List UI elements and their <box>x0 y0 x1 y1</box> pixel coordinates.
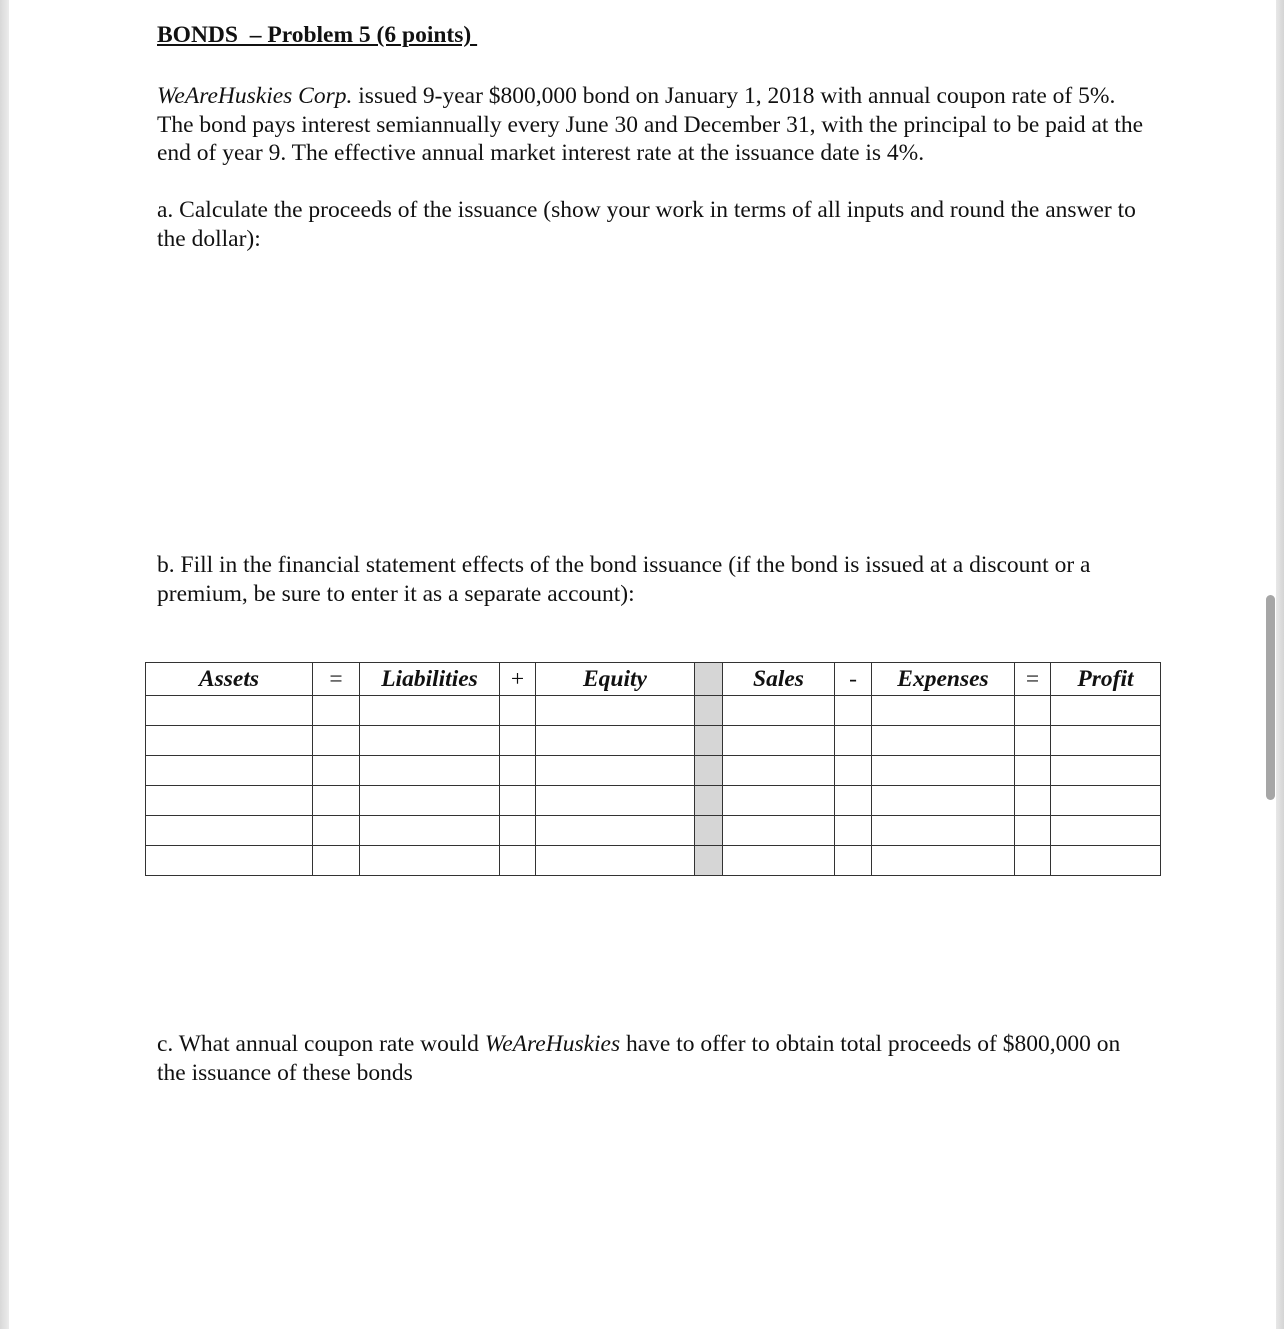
answer-cell[interactable] <box>1015 786 1051 816</box>
answer-cell[interactable] <box>360 726 500 756</box>
answer-cell[interactable] <box>313 786 360 816</box>
answer-cell[interactable] <box>146 816 313 846</box>
answer-cell[interactable] <box>723 726 835 756</box>
company-name: WeAreHuskies <box>484 1031 621 1057</box>
column-header: Sales <box>723 663 835 696</box>
answer-cell[interactable] <box>146 726 313 756</box>
company-name: WeAreHuskies Corp. <box>157 83 353 109</box>
answer-cell[interactable] <box>835 696 872 726</box>
answer-cell[interactable] <box>1051 756 1161 786</box>
answer-cell[interactable] <box>1015 726 1051 756</box>
answer-cell[interactable] <box>536 786 695 816</box>
column-header: + <box>500 663 536 696</box>
answer-cell[interactable] <box>723 756 835 786</box>
answer-cell[interactable] <box>872 846 1015 876</box>
separator-cell <box>695 816 723 846</box>
problem-title: BONDS – Problem 5 (6 points) <box>157 22 478 48</box>
answer-cell[interactable] <box>835 726 872 756</box>
answer-cell[interactable] <box>723 846 835 876</box>
column-header: = <box>313 663 360 696</box>
answer-cell[interactable] <box>1015 816 1051 846</box>
answer-cell[interactable] <box>1051 726 1161 756</box>
scrollbar-thumb[interactable] <box>1266 595 1275 800</box>
part-c-pre: c. What annual coupon rate would <box>157 1031 485 1057</box>
column-header: Equity <box>536 663 695 696</box>
answer-cell[interactable] <box>536 846 695 876</box>
answer-cell[interactable] <box>872 756 1015 786</box>
answer-cell[interactable] <box>500 756 536 786</box>
answer-cell[interactable] <box>500 846 536 876</box>
answer-cell[interactable] <box>1051 696 1161 726</box>
answer-cell[interactable] <box>536 816 695 846</box>
answer-cell[interactable] <box>313 726 360 756</box>
separator-cell <box>695 696 723 726</box>
answer-cell[interactable] <box>360 786 500 816</box>
answer-cell[interactable] <box>1015 846 1051 876</box>
column-header: Expenses <box>872 663 1015 696</box>
answer-cell[interactable] <box>500 786 536 816</box>
answer-cell[interactable] <box>1015 696 1051 726</box>
table-row <box>146 786 1161 816</box>
answer-cell[interactable] <box>313 756 360 786</box>
answer-cell[interactable] <box>313 846 360 876</box>
separator-column <box>695 663 723 696</box>
answer-cell[interactable] <box>536 756 695 786</box>
part-c-question <box>157 1030 1147 1087</box>
answer-cell[interactable] <box>146 756 313 786</box>
answer-cell[interactable] <box>723 816 835 846</box>
answer-cell[interactable] <box>872 786 1015 816</box>
answer-cell[interactable] <box>500 816 536 846</box>
answer-cell[interactable] <box>1051 786 1161 816</box>
column-header: - <box>835 663 872 696</box>
answer-cell[interactable] <box>835 786 872 816</box>
table-row <box>146 816 1161 846</box>
part-b-question: b. Fill in the financial statement effects of the bond issuance (if the bond is issued at a discount or a premium, be sure to enter it as a separate account): <box>157 552 1091 607</box>
column-header: Liabilities <box>360 663 500 696</box>
answer-cell[interactable] <box>723 696 835 726</box>
answer-cell[interactable] <box>360 696 500 726</box>
answer-cell[interactable] <box>1015 756 1051 786</box>
column-header: Assets <box>146 663 313 696</box>
table-row <box>146 696 1161 726</box>
answer-cell[interactable] <box>500 726 536 756</box>
answer-cell[interactable] <box>835 816 872 846</box>
answer-cell[interactable] <box>536 726 695 756</box>
answer-cell[interactable] <box>360 816 500 846</box>
answer-cell[interactable] <box>723 786 835 816</box>
table-row <box>146 756 1161 786</box>
answer-cell[interactable] <box>1051 846 1161 876</box>
answer-cell[interactable] <box>872 696 1015 726</box>
column-header: = <box>1015 663 1051 696</box>
answer-cell[interactable] <box>500 696 536 726</box>
separator-cell <box>695 846 723 876</box>
separator-cell <box>695 786 723 816</box>
answer-cell[interactable] <box>146 786 313 816</box>
answer-cell[interactable] <box>1051 816 1161 846</box>
column-header: Profit <box>1051 663 1161 696</box>
separator-cell <box>695 726 723 756</box>
answer-cell[interactable] <box>360 846 500 876</box>
answer-cell[interactable] <box>360 756 500 786</box>
answer-cell[interactable] <box>313 816 360 846</box>
answer-cell[interactable] <box>146 846 313 876</box>
part-c-post: have to offer to obtain total proceeds of $800,000 on the issuance of these bonds <box>157 1031 1121 1086</box>
answer-cell[interactable] <box>536 696 695 726</box>
answer-cell[interactable] <box>313 696 360 726</box>
part-a-question: a. Calculate the proceeds of the issuance (show your work in terms of all inputs and round the answer to the dollar): <box>157 197 1136 252</box>
answer-cell[interactable] <box>872 726 1015 756</box>
financial-effects-table <box>145 662 1161 876</box>
answer-cell[interactable] <box>835 756 872 786</box>
table-row <box>146 846 1161 876</box>
page-right-edge <box>1276 0 1284 1329</box>
answer-cell[interactable] <box>872 816 1015 846</box>
separator-cell <box>695 756 723 786</box>
intro-text: issued 9-year $800,000 bond on January 1, 2018 with annual coupon rate of 5%. The bond pays interest semiannually every June 30 and December 31, with the principal to be paid at the end of year 9. The effective annual market interest rate at the issuance date is 4%. <box>157 83 1144 166</box>
answer-cell[interactable] <box>146 696 313 726</box>
problem-intro <box>157 82 1147 168</box>
page-left-edge <box>0 0 9 1329</box>
answer-cell[interactable] <box>835 846 872 876</box>
table-row <box>146 726 1161 756</box>
